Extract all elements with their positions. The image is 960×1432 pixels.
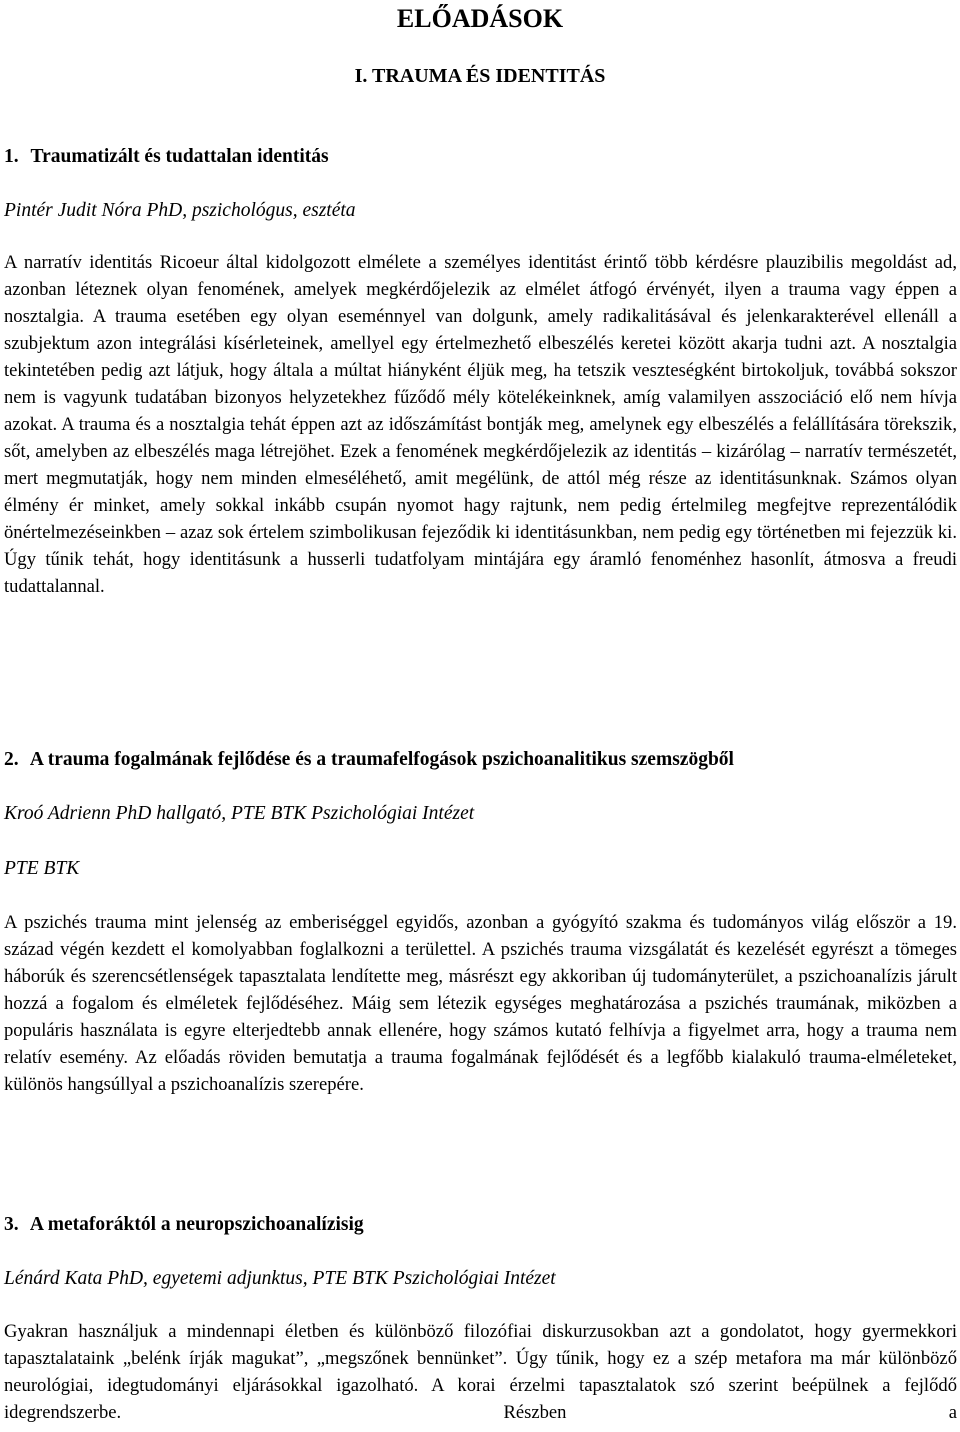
section-3 [4,1211,957,1426]
section-author-affiliation: PTE BTK [4,858,80,879]
section-heading [4,746,957,774]
section-author: Lénárd Kata PhD, egyetemi adjunktus, PTE BTK Pszichológiai Intézet [4,1268,556,1289]
section-abstract: A narratív identitás Ricoeur által kidolgozott elmélete a személyes identitást érintő több kérdésre plauzibilis megoldást ad, azonban léteznek olyan fenomének, amelyek megkérdőjelezik az elmélet átfogó érvényét, ilyen a trauma vagy éppen a nosztalgia. A trauma esetében egy olyan eseménnyel van dolgunk, amely radikalitásával és jelenkarakterével ellenáll a szubjektum azon integrálási kísérleteinek, amellyel egy értelmezhető elbeszélés keretei között akarja tudni azt. A nosztalgia tekintetében pedig azt látjuk, hogy általa a múltat hiányként éljük meg, ha tetszik veszteségként birtokoljuk, továbbá sokszor nem is vagyunk tudatában bizonyos helyzetekhez fűződő mély kötelékeinknek, amíg valamilyen asszociáció elő nem hívja azokat. A trauma és a nosztalgia tehát éppen azt az időszámítást bontják meg, amelynek egy elbeszélés a felállítására törekszik, sőt, amelyben az elbeszélés maga létrejöhet. Ezek a fenomének megkérdőjelezik az identitás – kizárólag – narratív természetét, mert megmutatják, hogy nem minden elmeséléhető, amit megélünk, de attól még része az identitásunknak. Számos olyan élmény ér minket, amely sokkal inkább csupán nyomot hagy rajtunk, nem pedig értelmileg megfejtve reprezentálódik önértelmezéseinkben – azaz sok értelem szimbolikusan fejeződik ki identitásunkban, nem pedig egy történetben mi fejezzük ki. Úgy tűnik tehát, hogy identitásunk a husserli tudatfolyam mintájára egy áramló fenoménhez hasonlít, átmosva a freudi tudattalannal. [4,252,957,597]
part-title: I. TRAUMA ÉS IDENTITÁS [354,65,606,87]
section-author: Kroó Adrienn PhD hallgató, PTE BTK Pszichológiai Intézet [4,803,475,824]
section-number: 3. [4,1214,19,1235]
section-title: A metaforáktól a neuropszichoanalízisig [29,1214,364,1235]
section-author: Pintér Judit Nóra PhD, pszichológus, esztéta [4,200,356,221]
section-heading [4,143,957,171]
section-title: Traumatizált és tudattalan identitás [30,146,329,167]
section-2 [4,746,957,1098]
section-number: 1. [4,146,19,167]
document-title: ELŐADÁSOK [396,4,564,33]
section-abstract: Gyakran használjuk a mindennapi életben és különböző filozófiai diskurzusokban azt a gondolatot, hogy gyermekkori tapasztalataink „belénk írják magukat”, „megszőnek bennünket”. Úgy tűnik, hogy ez a szép metafora ma már különböző neurológiai, idegtudományi eljárásokkal igazolható. A korai érzelmi tapasztalatok szó szerint beépülnek a fejlődő idegrendszerbe. Részben a [4,1321,957,1423]
section-abstract: A pszichés trauma mint jelenség az emberiséggel egyidős, azonban a gyógyító szakma és tudományos világ először a 19. század végén kezdett el komolyabban foglalkozni a területtel. A pszichés trauma vizsgálatát és kezelését egyrészt a tömeges háborúk és szerencsétlenségek tapasztalata lendítette meg, másrészt egy akkoriban új tudományterület, a pszichoanalízis járult hozzá a fogalom és elméletek fejlődéséhez. Máig sem létezik egységes meghatározása a pszichés traumának, miközben a populáris használata is egyre elterjedtebb annak ellenére, hogy számos kutató felhívja a figyelmet arra, hogy a trauma nem relatív esemény. Az előadás röviden bemutatja a trauma fogalmának fejlődését és a legfőbb kialakuló trauma-elméleteket, különös hangsúllyal a pszichoanalízis szerepére. [4,912,957,1095]
section-1 [4,143,957,600]
section-title: A trauma fogalmának fejlődése és a traumafelfogások pszichoanalitikus szemszögből [29,749,734,770]
section-heading [4,1211,957,1239]
section-number: 2. [4,749,19,770]
